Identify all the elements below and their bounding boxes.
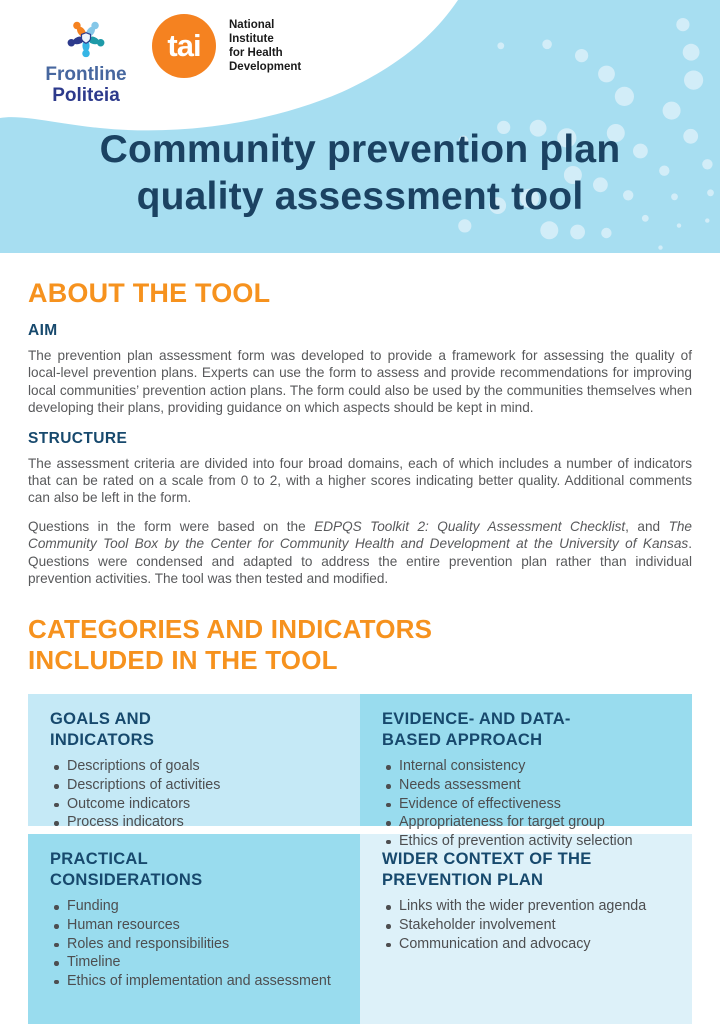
page-title-line-1: Community prevention plan	[99, 128, 621, 171]
page-title	[0, 126, 720, 220]
frontline-logo-text-2: Politeia	[52, 85, 120, 106]
category-box-list	[50, 898, 342, 990]
list-item: Appropriateness for target group	[382, 814, 674, 832]
aim-paragraph: The prevention plan assessment form was developed to provide a framework for assessing the quality of local-level prevention plans. Experts can use the form to assess and provide recommendations for improving local communities’ prevention action plans. The form could also be used by the communities themselves when developing their plans, providing guidance on which aspects should be kept in mind.	[28, 348, 692, 416]
frontline-logo-text-1: Frontline	[45, 64, 127, 85]
category-box-title-line: PREVENTION PLAN	[382, 871, 544, 890]
page-title-line-2: quality assessment tool	[136, 175, 584, 218]
category-box-title-line: CONSIDERATIONS	[50, 871, 203, 890]
tai-institute-name	[229, 18, 301, 74]
list-item: Communication and advocacy	[382, 936, 674, 954]
list-item: Timeline	[50, 954, 342, 972]
subsection-heading-structure: STRUCTURE	[28, 429, 128, 447]
structure-paragraph-1: The assessment criteria are divided into four broad domains, each of which includes a number of indicators that can be rated on a scale from 0 to 2, with a higher scores indicating better quality. Additional comments can also be left in the form.	[28, 455, 692, 506]
category-box-title-line: EVIDENCE- AND DATA-	[382, 710, 571, 729]
shield-icon	[82, 33, 91, 44]
list-item: Stakeholder involvement	[382, 917, 674, 935]
list-item: Internal consistency	[382, 758, 674, 776]
subsection-heading-aim: AIM	[28, 322, 58, 339]
category-box-title	[382, 849, 674, 891]
categories-grid	[28, 694, 692, 1024]
list-item: Descriptions of goals	[50, 758, 342, 776]
categories-heading-line-1: CATEGORIES AND INDICATORS	[28, 614, 433, 645]
list-item: Outcome indicators	[50, 796, 342, 814]
section-heading-about: ABOUT THE TOOL	[28, 278, 271, 308]
tai-logo	[152, 14, 301, 78]
tai-institute-name-line: National	[229, 19, 275, 31]
structure-paragraph-2: Questions in the form were based on the EDPQS Toolkit 2: Quality Assessment Checklist, and The Community Tool Box by the Center for Community Health and Development at the University of Kansas. Questions were condensed and adapted to address the entire prevention plan rather than individual prevention activities. The tool was then tested and modified.	[28, 518, 692, 587]
list-item: Ethics of implementation and assessment	[50, 973, 342, 991]
category-box	[28, 694, 360, 831]
list-item: Links with the wider prevention agenda	[382, 898, 674, 916]
logo-row	[34, 10, 301, 106]
list-item: Roles and responsibilities	[50, 936, 342, 954]
document-body	[0, 278, 720, 1024]
list-item: Needs assessment	[382, 777, 674, 795]
category-box-title-line: WIDER CONTEXT OF THE	[382, 850, 592, 869]
category-box-title	[50, 849, 342, 891]
category-box-title	[382, 709, 674, 751]
section-heading-categories	[28, 614, 692, 676]
tai-institute-name-line: for Health	[229, 47, 283, 59]
category-box	[360, 834, 692, 1024]
list-item: Process indicators	[50, 814, 342, 832]
list-item: Funding	[50, 898, 342, 916]
category-box-list	[382, 898, 674, 953]
category-box	[360, 694, 692, 849]
category-box-title-line: INDICATORS	[50, 731, 155, 750]
list-item: Human resources	[50, 917, 342, 935]
category-box-title-line: PRACTICAL	[50, 850, 149, 869]
category-box-title	[50, 709, 342, 751]
category-box-title-line: GOALS AND	[50, 710, 152, 729]
tai-institute-name-line: Institute	[229, 33, 274, 45]
list-item: Descriptions of activities	[50, 777, 342, 795]
tai-circle-icon: tai	[152, 14, 216, 78]
categories-heading-line-2: INCLUDED IN THE TOOL	[28, 645, 338, 676]
category-box	[28, 834, 360, 1024]
category-box-list	[50, 758, 342, 831]
list-item: Evidence of effectiveness	[382, 796, 674, 814]
tai-institute-name-line: Development	[229, 61, 302, 73]
category-box-list	[382, 758, 674, 850]
header-banner	[0, 0, 720, 253]
frontline-people-circle-icon	[60, 12, 112, 64]
category-box-title-line: BASED APPROACH	[382, 731, 543, 750]
frontline-politeia-logo	[34, 10, 138, 106]
list-item: Ethics of prevention activity selection	[382, 833, 674, 851]
